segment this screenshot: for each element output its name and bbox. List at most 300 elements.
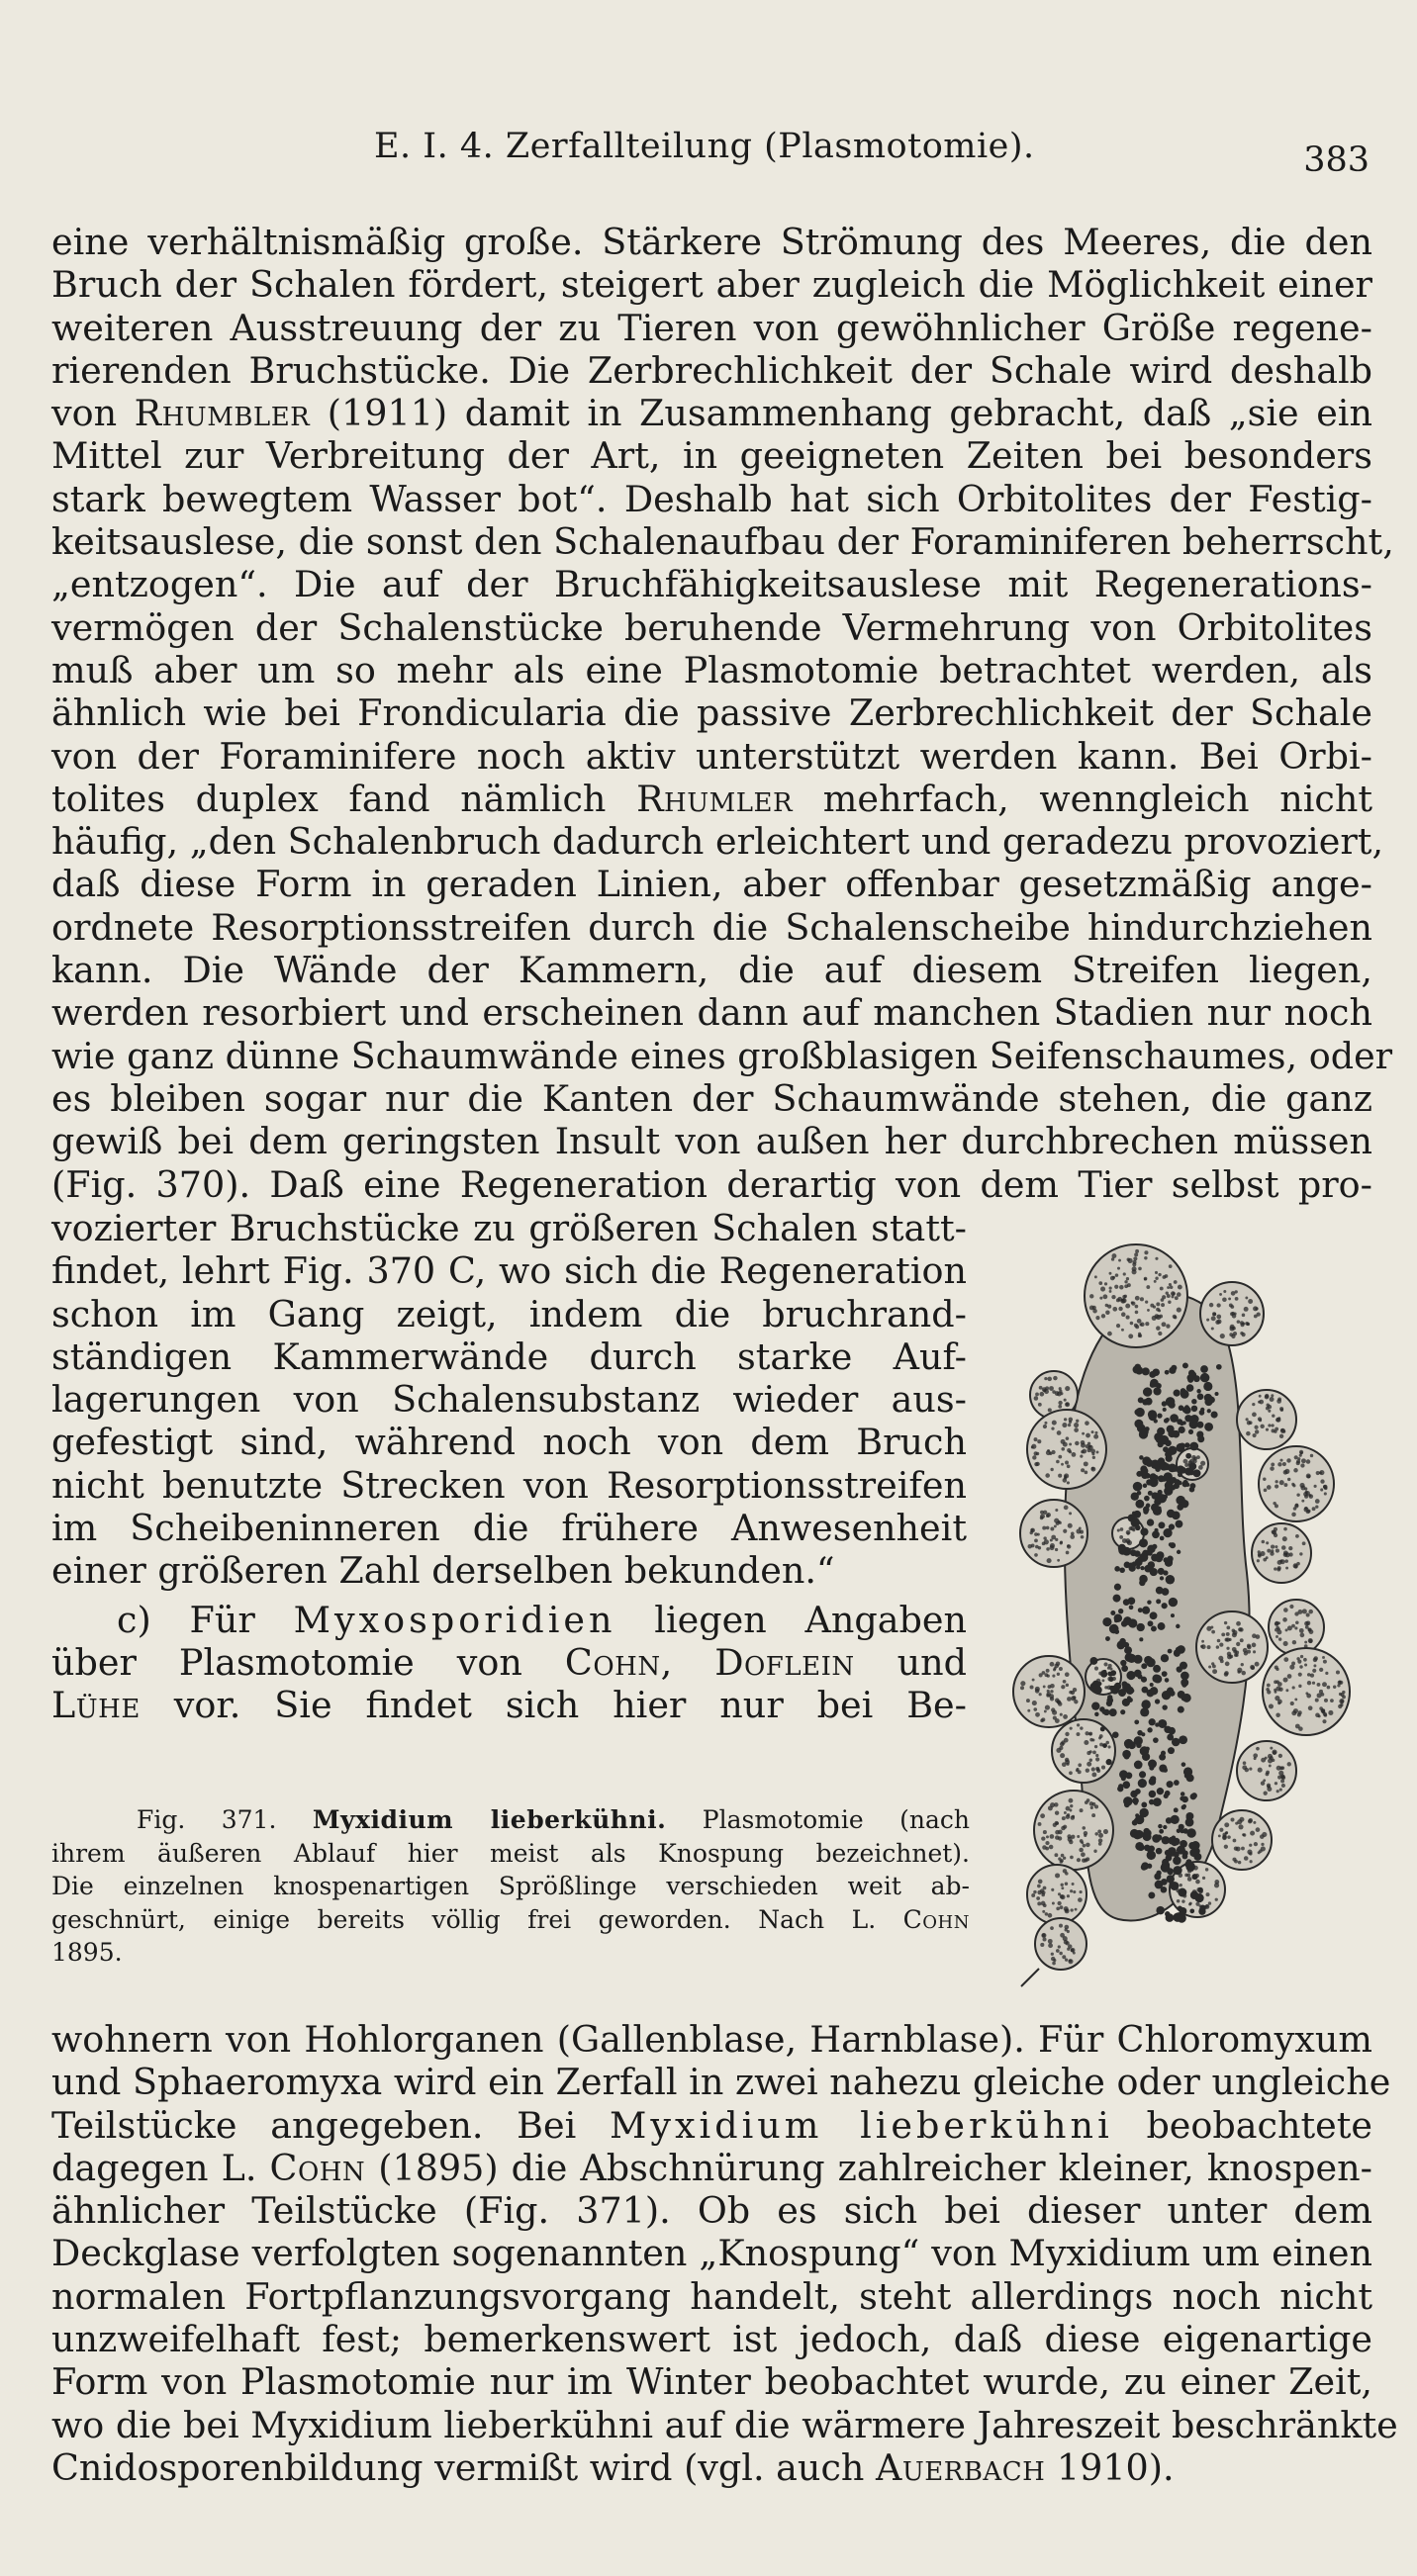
bud-granule xyxy=(1094,1832,1097,1835)
bud-granule xyxy=(1235,1822,1238,1825)
granule xyxy=(1195,1893,1204,1902)
bud-granule xyxy=(1050,1538,1053,1541)
bud-granule xyxy=(1322,1682,1327,1687)
bud-granule xyxy=(1275,1484,1278,1488)
bud-granule xyxy=(1200,1645,1203,1648)
granule xyxy=(1129,1605,1134,1610)
bud-granule xyxy=(1049,1386,1054,1391)
bud-granule xyxy=(1139,1324,1142,1327)
bud-granule xyxy=(1275,1635,1278,1638)
granule xyxy=(1185,1483,1189,1487)
granule xyxy=(1155,1466,1161,1472)
text-line: häufig, „den Schalenbruch dadurch erleichtert und geradezu provoziert, xyxy=(51,820,1384,864)
bud-granule xyxy=(1268,1410,1271,1413)
bud-granule xyxy=(1084,1461,1088,1466)
bud-granule xyxy=(1040,1943,1044,1947)
bud-granule xyxy=(1312,1682,1315,1685)
bud-granule xyxy=(1032,1679,1035,1682)
bud-granule xyxy=(1270,1466,1274,1470)
granule xyxy=(1158,1457,1165,1464)
bud-granule xyxy=(1096,1451,1099,1454)
bud-granule xyxy=(1060,1713,1063,1716)
bud-granule xyxy=(1047,1377,1052,1382)
bud-granule xyxy=(1068,1959,1073,1964)
text-line: gefestigt sind, während noch von dem Bruch xyxy=(51,1421,967,1464)
bud-granule xyxy=(1219,1293,1222,1296)
bud-granule xyxy=(1267,1485,1272,1490)
bud-granule xyxy=(1181,1899,1184,1902)
bud-granule xyxy=(1063,1857,1066,1860)
bud-granule xyxy=(1057,1559,1060,1562)
bud-granule xyxy=(1227,1835,1231,1839)
granule xyxy=(1176,1624,1180,1628)
granule xyxy=(1163,1570,1168,1575)
bud-granule xyxy=(1125,1304,1130,1309)
granule xyxy=(1107,1695,1112,1700)
bud-granule xyxy=(1139,1334,1143,1337)
text-line: schon im Gang zeigt, indem die bruchrand- xyxy=(51,1292,967,1335)
granule xyxy=(1149,1718,1156,1725)
bud-granule xyxy=(1130,1322,1134,1326)
bud-granule xyxy=(1090,1467,1095,1472)
author-auerbach: Auerbach xyxy=(876,2445,1046,2489)
bud-granule xyxy=(1271,1394,1274,1397)
granule xyxy=(1105,1636,1110,1641)
bud-granule xyxy=(1091,1767,1095,1771)
granule xyxy=(1185,1862,1195,1872)
text-fragment: von xyxy=(51,392,135,435)
bud-granule xyxy=(1224,1621,1227,1624)
bud-granule xyxy=(1061,1447,1065,1451)
bud-granule xyxy=(1044,1377,1047,1380)
granule xyxy=(1156,1906,1165,1915)
bud-granule xyxy=(1241,1847,1245,1851)
caption-line: 1895. xyxy=(51,1938,123,1967)
bud-granule xyxy=(1293,1507,1297,1511)
granule xyxy=(1121,1776,1126,1781)
granule xyxy=(1142,1399,1148,1405)
bud-granule xyxy=(1060,1753,1065,1758)
bud-granule xyxy=(1052,1902,1055,1905)
bud-granule xyxy=(1253,1821,1256,1824)
bud-granule xyxy=(1109,1667,1112,1670)
granule xyxy=(1153,1665,1161,1673)
bud-granule xyxy=(1047,1690,1050,1693)
granule xyxy=(1156,1599,1161,1604)
bud-granule xyxy=(1292,1640,1296,1644)
caption-line xyxy=(51,1903,970,1937)
bud-granule xyxy=(1253,1753,1258,1758)
bud-granule xyxy=(1287,1762,1291,1766)
bud-granule xyxy=(1244,1307,1249,1312)
bud-granule xyxy=(1200,1461,1205,1466)
bud-granule xyxy=(1325,1672,1328,1675)
granule xyxy=(1131,1493,1139,1501)
bud-granule xyxy=(1172,1292,1175,1295)
bud-granule xyxy=(1104,1282,1107,1285)
bud-granule xyxy=(1282,1429,1285,1432)
bud-granule xyxy=(1027,1709,1030,1712)
bud-granule xyxy=(1272,1428,1275,1432)
bud-granule xyxy=(1134,1324,1138,1328)
text-line: Bruch der Schalen fördert, steigert aber zugleich die Möglichkeit einer xyxy=(51,263,1372,307)
paragraph-myxidium xyxy=(51,2018,1398,2489)
granule xyxy=(1211,1411,1218,1418)
bud-granule xyxy=(1086,1762,1091,1767)
bud-granule xyxy=(1042,1526,1046,1530)
bud-granule xyxy=(1032,1701,1037,1705)
bud-granule xyxy=(1101,1314,1105,1318)
bud-granule xyxy=(1309,1639,1313,1643)
granule xyxy=(1152,1530,1160,1538)
bud-granule xyxy=(1065,1908,1070,1913)
granule xyxy=(1125,1772,1132,1779)
granule xyxy=(1162,1671,1168,1677)
bud-granule xyxy=(1238,1627,1242,1631)
granule xyxy=(1189,1849,1198,1858)
granule xyxy=(1156,1587,1164,1595)
bud-granule xyxy=(1330,1699,1334,1702)
bud-granule xyxy=(1274,1567,1276,1570)
granule xyxy=(1129,1688,1133,1692)
bud-granule xyxy=(1051,1957,1055,1961)
bud-granule xyxy=(1184,1874,1188,1878)
text-line: weiteren Ausstreuung der zu Tieren von gewöhnlicher Größe regene- xyxy=(51,306,1372,349)
bud-granule xyxy=(1249,1767,1252,1770)
text-line: nicht benutzte Strecken von Resorptionsstreifen xyxy=(51,1463,967,1507)
text-line: wie ganz dünne Schaumwände eines großblasigen Seifenschaumes, oder xyxy=(51,1034,1393,1077)
bud-granule xyxy=(1320,1488,1323,1491)
bud-granule xyxy=(1283,1483,1287,1487)
bud-granule xyxy=(1276,1790,1279,1793)
bud-granule xyxy=(1063,1680,1067,1684)
bud-granule xyxy=(1255,1307,1258,1310)
bud-granule xyxy=(1282,1462,1286,1466)
granule xyxy=(1148,1410,1157,1419)
bud-granule xyxy=(1127,1532,1130,1535)
bud-granule xyxy=(1219,1828,1223,1832)
bud-granule xyxy=(1035,1712,1040,1717)
granule xyxy=(1198,1908,1205,1915)
bud-granule xyxy=(1079,1526,1082,1529)
bud-granule xyxy=(1215,1898,1218,1901)
bud-granule xyxy=(1226,1632,1230,1636)
bud-granule xyxy=(1041,1836,1045,1840)
text-line: werden resorbiert und erscheinen dann auf manchen Stadien nur noch xyxy=(51,991,1372,1035)
bud-granule xyxy=(1174,1316,1177,1319)
bud-granule xyxy=(1131,1301,1134,1304)
granule xyxy=(1120,1709,1125,1714)
bud-granule xyxy=(1061,1463,1064,1466)
bud-granule xyxy=(1137,1319,1142,1324)
granule xyxy=(1193,1469,1201,1477)
bud-granule xyxy=(1226,1626,1230,1630)
granule xyxy=(1174,1780,1180,1786)
bud-granule xyxy=(1283,1527,1287,1531)
bud-granule xyxy=(1082,1449,1086,1454)
bud-granule xyxy=(1031,1528,1034,1531)
bud-granule xyxy=(1064,1473,1069,1478)
bud-granule xyxy=(1075,1908,1078,1911)
granule xyxy=(1170,1479,1175,1484)
bud-granule xyxy=(1034,1396,1039,1401)
bud-granule xyxy=(1100,1287,1105,1292)
term-myxosporidien: Myxosporidien xyxy=(293,1598,616,1641)
granule xyxy=(1114,1584,1121,1591)
granule xyxy=(1178,1887,1186,1896)
granule xyxy=(1140,1527,1148,1535)
bud-granule xyxy=(1055,1873,1060,1878)
granule xyxy=(1164,1419,1169,1424)
granule xyxy=(1189,1908,1194,1913)
text-line xyxy=(51,1684,967,1726)
granule xyxy=(1114,1566,1120,1572)
granule xyxy=(1161,1654,1169,1662)
granule xyxy=(1171,1365,1177,1371)
bud-granule xyxy=(1086,1433,1090,1438)
bud-granule xyxy=(1090,1449,1095,1454)
bud-granule xyxy=(1319,1470,1324,1475)
bud-granule xyxy=(1081,1535,1085,1539)
granule xyxy=(1162,1603,1168,1609)
granule xyxy=(1124,1646,1132,1654)
granule xyxy=(1143,1387,1152,1396)
bud-granule xyxy=(1088,1445,1091,1448)
bud-granule xyxy=(1277,1776,1281,1780)
granule xyxy=(1157,1413,1162,1418)
bud-granule xyxy=(1304,1664,1307,1667)
bud-granule xyxy=(1080,1726,1083,1729)
text-fragment: über Plasmotomie von xyxy=(51,1640,565,1684)
granule xyxy=(1165,1678,1170,1683)
bud-granule xyxy=(1067,1894,1070,1897)
bud-granule xyxy=(1169,1264,1173,1268)
bud-granule xyxy=(1211,1327,1214,1330)
bud-granule xyxy=(1042,1937,1046,1941)
text-line: muß aber um so mehr als eine Plasmotomie betrachtet werden, als xyxy=(51,648,1372,691)
bud-granule xyxy=(1050,1545,1055,1550)
bud-granule xyxy=(1285,1552,1290,1557)
bud-granule xyxy=(1231,1291,1236,1296)
bud-granule xyxy=(1144,1250,1148,1254)
granule xyxy=(1091,1702,1099,1709)
bud-granule xyxy=(1242,1765,1247,1770)
bud-granule xyxy=(1300,1463,1304,1467)
granule xyxy=(1160,1435,1169,1444)
bud-granule xyxy=(1274,1533,1277,1537)
granule xyxy=(1143,1702,1151,1709)
granule xyxy=(1155,1722,1159,1726)
bud-granule xyxy=(1302,1609,1307,1613)
bud-granule xyxy=(1061,1884,1064,1886)
bud-granule xyxy=(1062,1423,1067,1427)
bud-granule xyxy=(1266,1556,1269,1559)
bud-granule xyxy=(1283,1657,1288,1662)
bud-granule xyxy=(1065,1883,1068,1886)
granule xyxy=(1189,1442,1198,1451)
granule xyxy=(1169,1542,1173,1546)
granule xyxy=(1114,1683,1121,1690)
bud-granule xyxy=(1207,1645,1211,1649)
bud-granule xyxy=(1098,1736,1101,1739)
bud-granule xyxy=(1253,1650,1256,1653)
bud-granule xyxy=(1111,1295,1115,1299)
bud-granule xyxy=(1244,1856,1249,1861)
bud-granule xyxy=(1043,1686,1046,1689)
text-fragment: geschnürt, einige bereits völlig frei geworden. Nach L. xyxy=(51,1904,903,1934)
bud-granule xyxy=(1211,1316,1216,1321)
bud-granule xyxy=(1241,1671,1245,1675)
bud-granule xyxy=(1316,1471,1320,1475)
granule xyxy=(1135,1830,1144,1839)
bud-granule xyxy=(1075,1441,1080,1446)
text-fragment: 1910). xyxy=(1045,2445,1175,2489)
bud-granule xyxy=(1065,1461,1069,1465)
granule xyxy=(1150,1379,1159,1388)
text-fragment: Cnidosporenbildung vermißt wird (vgl. auch xyxy=(51,2445,876,2489)
bud-granule xyxy=(1290,1702,1294,1705)
bud-granule xyxy=(1267,1549,1271,1553)
granule xyxy=(1180,1422,1184,1426)
bud-granule xyxy=(1046,1547,1050,1551)
granule xyxy=(1200,1373,1210,1383)
bud-granule xyxy=(1046,1514,1050,1518)
bud-granule xyxy=(1188,1903,1191,1906)
author-rhumler: Rhumler xyxy=(636,777,794,820)
bud-granule xyxy=(1059,1952,1063,1956)
granule xyxy=(1200,1365,1208,1373)
bud-granule xyxy=(1152,1316,1157,1321)
bud-granule xyxy=(1284,1559,1288,1563)
bud-granule xyxy=(1278,1771,1283,1776)
bud-granule xyxy=(1296,1493,1299,1496)
granule xyxy=(1159,1569,1164,1574)
bud-granule xyxy=(1275,1686,1280,1691)
bud-granule xyxy=(1288,1546,1292,1550)
granule xyxy=(1163,1408,1167,1412)
bud-granule xyxy=(1038,1403,1042,1407)
granule xyxy=(1134,1818,1139,1823)
bud-granule xyxy=(1268,1424,1271,1426)
bud-granule xyxy=(1254,1842,1258,1846)
bud-granule xyxy=(1077,1858,1081,1862)
bud-granule xyxy=(1145,1300,1148,1303)
bud-granule xyxy=(1042,1845,1047,1850)
bud-granule xyxy=(1224,1822,1229,1827)
bud-granule xyxy=(1050,1834,1055,1839)
bud-granule xyxy=(1158,1332,1162,1335)
bud-granule xyxy=(1041,1717,1045,1721)
bud-granule xyxy=(1124,1284,1128,1288)
granule xyxy=(1174,1852,1180,1858)
bud-granule xyxy=(1060,1933,1065,1938)
granule xyxy=(1161,1429,1165,1433)
bud-granule xyxy=(1153,1306,1156,1309)
bud-granule xyxy=(1109,1290,1112,1293)
bud-granule xyxy=(1230,1818,1234,1822)
paragraph-foraminifera xyxy=(51,221,1394,1206)
bud-granule xyxy=(1066,1684,1069,1687)
bud-granule xyxy=(1275,1480,1277,1483)
granule xyxy=(1106,1759,1112,1765)
granule xyxy=(1179,1405,1184,1411)
bud-granule xyxy=(1233,1839,1237,1843)
author-rhumbler: Rhumbler xyxy=(134,392,311,435)
bud-granule xyxy=(1243,1648,1248,1653)
bud-granule xyxy=(1105,1311,1109,1315)
bud-granule xyxy=(1260,1425,1264,1428)
granule xyxy=(1159,1829,1164,1834)
bud-granule xyxy=(1065,1760,1070,1765)
bud-granule xyxy=(1289,1605,1293,1609)
bud-granule xyxy=(1145,1322,1149,1326)
bud-granule xyxy=(1208,1665,1211,1668)
bud-granule xyxy=(1086,1843,1090,1848)
bud-granule xyxy=(1307,1681,1311,1685)
bud-granule xyxy=(1322,1719,1326,1723)
term-myxidium: Myxidium lieberkühni xyxy=(609,2103,1113,2147)
bud-granule xyxy=(1084,1831,1087,1835)
bud-granule xyxy=(1208,1901,1211,1904)
bud-granule xyxy=(1026,1699,1030,1702)
bud-granule xyxy=(1242,1833,1245,1836)
bud-granule xyxy=(1275,1668,1278,1671)
bud-granule xyxy=(1037,1439,1041,1443)
bud-granule xyxy=(1167,1294,1171,1298)
granule xyxy=(1139,1580,1145,1586)
bud-granule xyxy=(1294,1698,1297,1701)
granule xyxy=(1182,1828,1188,1834)
bud-granule xyxy=(1112,1307,1117,1312)
bud-granule xyxy=(1093,1850,1096,1853)
bud-granule xyxy=(1054,1524,1057,1527)
text-line: ähnlicher Teilstücke (Fig. 371). Ob es sich bei dieser unter dem xyxy=(51,2189,1372,2233)
bud-granule xyxy=(1040,1517,1044,1520)
bud-granule xyxy=(1252,1633,1257,1638)
granule xyxy=(1139,1808,1148,1817)
bud-granule xyxy=(1034,1553,1038,1557)
bud-granule xyxy=(1046,1835,1049,1838)
bud-granule xyxy=(1279,1459,1282,1462)
caption-species: Myxidium lieberkühni. xyxy=(312,1805,667,1834)
bud-granule xyxy=(1255,1429,1259,1433)
bud-granule xyxy=(1245,1297,1248,1300)
bud-granule xyxy=(1074,1700,1078,1703)
bud-granule xyxy=(1068,1523,1073,1528)
bud-granule xyxy=(1063,1869,1068,1874)
text-line: ähnlich wie bei Frondicularia die passive Zerbrechlichkeit der Schale xyxy=(51,691,1372,735)
bud-granule xyxy=(1076,1732,1080,1736)
granule xyxy=(1109,1708,1117,1716)
text-line: ordnete Resorptionsstreifen durch die Schalenscheibe hindurchziehen xyxy=(51,905,1372,949)
granule xyxy=(1153,1797,1162,1806)
bud-granule xyxy=(1264,1791,1268,1794)
bud-granule xyxy=(1264,1489,1268,1493)
bud xyxy=(1052,1719,1115,1783)
granule xyxy=(1149,1371,1156,1378)
granule xyxy=(1147,1600,1151,1604)
bud-granule xyxy=(1279,1559,1282,1562)
bud-granule xyxy=(1065,1732,1069,1736)
bud-granule xyxy=(1260,1551,1265,1556)
bud-granule xyxy=(1317,1683,1321,1687)
bud-granule xyxy=(1036,1896,1040,1900)
bud-granule xyxy=(1187,1877,1192,1882)
bud-granule xyxy=(1060,1905,1064,1909)
granule xyxy=(1150,1776,1156,1782)
bud-granule xyxy=(1121,1312,1126,1317)
bud-granule xyxy=(1072,1452,1077,1457)
